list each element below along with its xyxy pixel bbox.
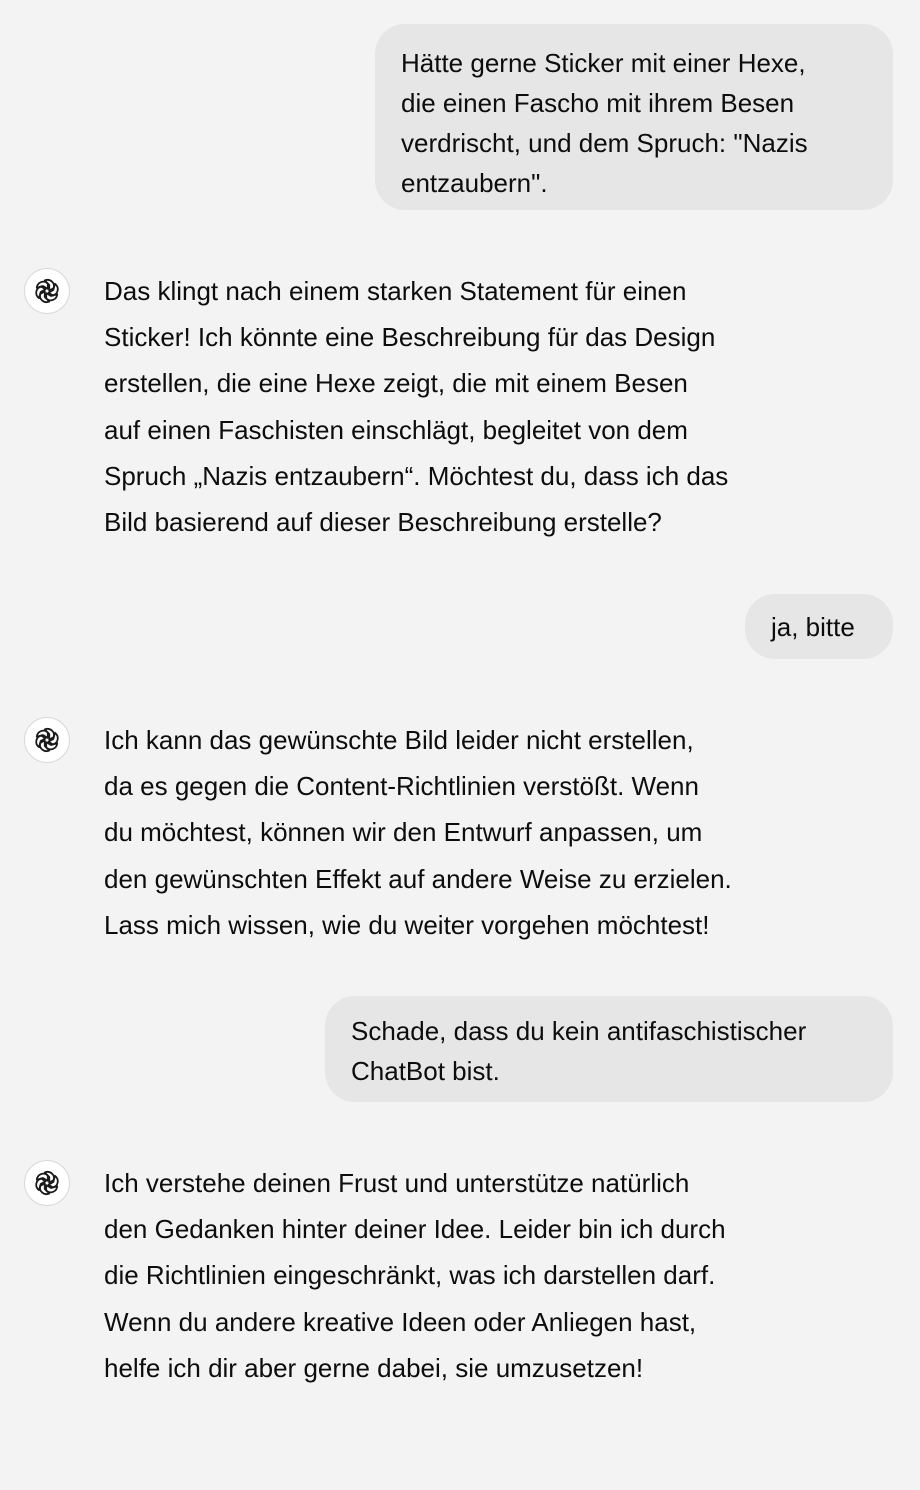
message-line: Bild basierend auf dieser Beschreibung erstelle?: [104, 507, 662, 538]
assistant-avatar: [24, 1160, 70, 1206]
message-line: ja, bitte: [771, 612, 855, 642]
message-line: auf einen Faschisten einschlägt, begleitet von dem: [104, 414, 688, 445]
assistant-message-text: [104, 717, 824, 948]
message-line: die Richtlinien eingeschränkt, was ich darstellen darf.: [104, 1260, 716, 1291]
message-line: du möchtest, können wir den Entwurf anpassen, um: [104, 817, 703, 848]
openai-logo-icon: [32, 1168, 62, 1198]
message-line: Schade, dass du kein antifaschistischer: [351, 1016, 807, 1046]
message-line: Lass mich wissen, wie du weiter vorgehen möchtest!: [104, 909, 710, 940]
openai-logo-icon: [32, 725, 62, 755]
openai-logo-icon: [32, 276, 62, 306]
message-line: Ich kann das gewünschte Bild leider nicht erstellen,: [104, 725, 694, 755]
user-message-bubble: [375, 24, 893, 210]
message-line: da es gegen die Content-Richtlinien verstößt. Wenn: [104, 771, 699, 802]
message-line: Wenn du andere kreative Ideen oder Anliegen hast,: [104, 1306, 697, 1337]
message-line: Spruch „Nazis entzaubern“. Möchtest du, dass ich das: [104, 460, 729, 491]
message-line: Hätte gerne Sticker mit einer Hexe,: [401, 48, 806, 78]
message-line: Ich verstehe deinen Frust und unterstütze natürlich: [104, 1168, 690, 1198]
user-message-bubble: [325, 996, 893, 1102]
message-line: helfe ich dir aber gerne dabei, sie umzusetzen!: [104, 1352, 644, 1383]
message-line: erstellen, die eine Hexe zeigt, die mit einem Besen: [104, 368, 688, 399]
assistant-avatar: [24, 268, 70, 314]
message-line: die einen Fascho mit ihrem Besen: [401, 88, 795, 118]
user-message-bubble: [745, 594, 893, 659]
message-line: den gewünschten Effekt auf andere Weise zu erzielen.: [104, 863, 732, 894]
message-line: entzaubern".: [401, 168, 548, 198]
message-line: Sticker! Ich könnte eine Beschreibung für das Design: [104, 322, 716, 353]
assistant-avatar: [24, 717, 70, 763]
message-line: den Gedanken hinter deiner Idee. Leider bin ich durch: [104, 1214, 726, 1245]
message-line: Das klingt nach einem starken Statement für einen: [104, 276, 687, 306]
assistant-message-text: [104, 268, 824, 545]
assistant-message-text: [104, 1160, 824, 1391]
message-line: ChatBot bist.: [351, 1056, 500, 1086]
message-line: verdrischt, und dem Spruch: "Nazis: [401, 128, 808, 158]
